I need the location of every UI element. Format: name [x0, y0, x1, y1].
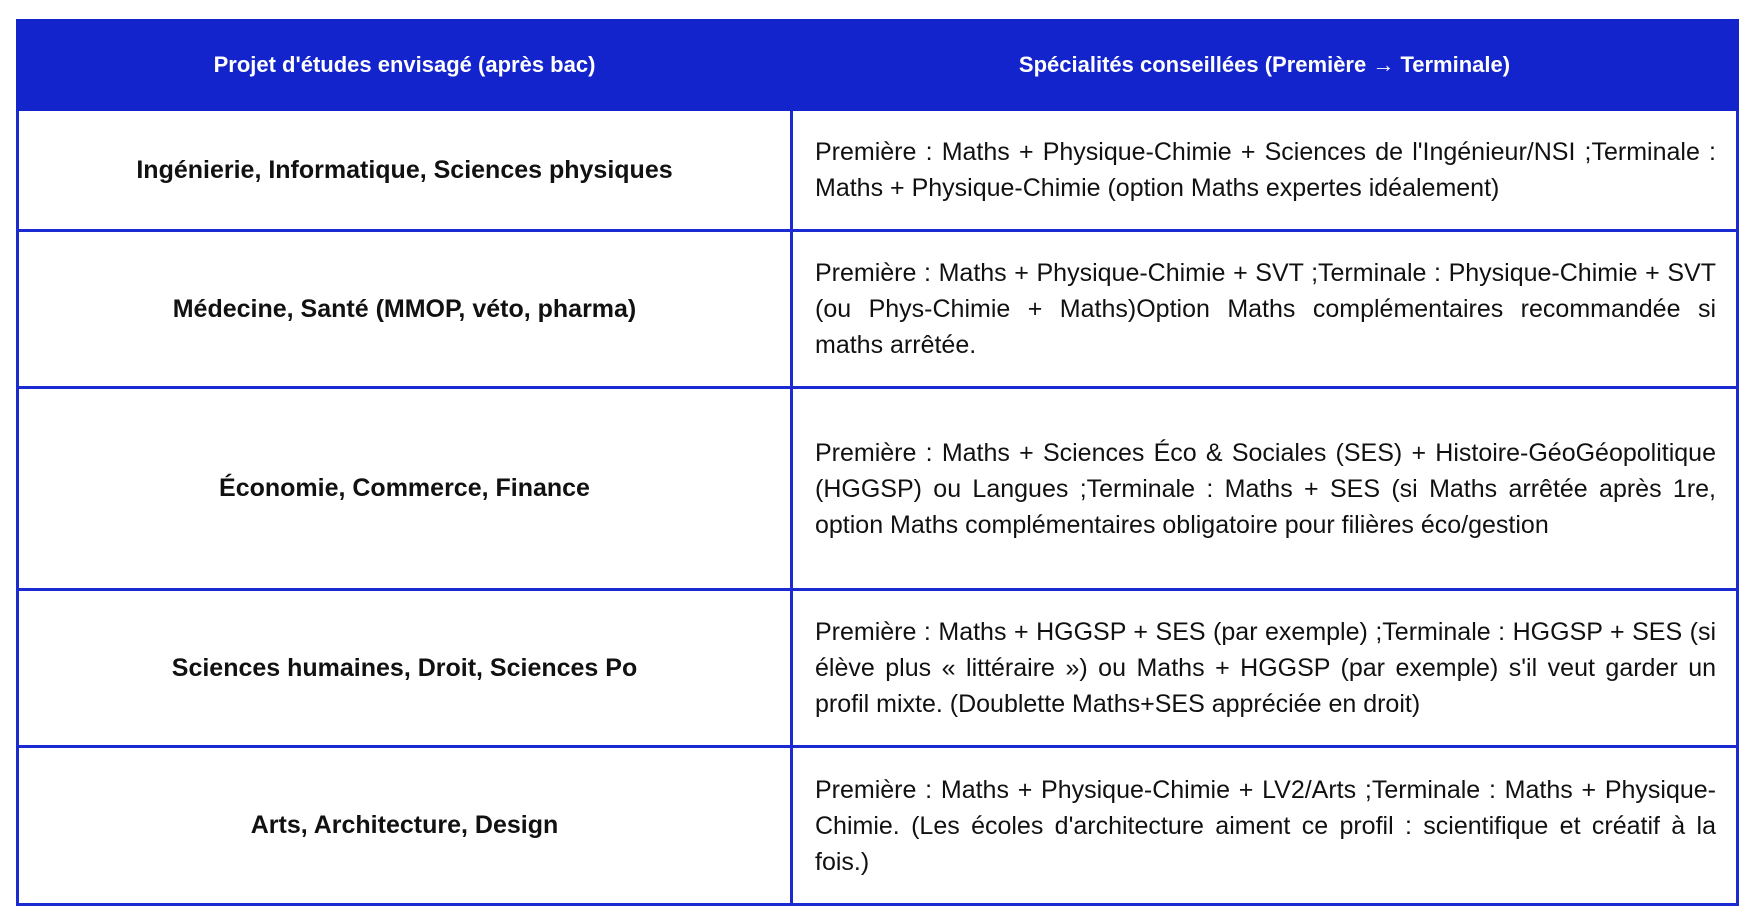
header-project: Projet d'études envisagé (après bac) [18, 21, 792, 110]
table-row [18, 388, 1738, 590]
project-cell: Ingénierie, Informatique, Sciences physiques [18, 110, 792, 231]
project-cell: Sciences humaines, Droit, Sciences Po [18, 590, 792, 747]
project-cell: Arts, Architecture, Design [18, 747, 792, 905]
specialties-cell: Première : Maths + HGGSP + SES (par exemple) ;Terminale : HGGSP + SES (si élève plus « littéraire ») ou Maths + HGGSP (par exemple) s'il veut garder un profil mixte. (Doublette Maths+SES appréciée en droit) [792, 590, 1738, 747]
header-specialties: Spécialités conseillées (Première → Terminale) [792, 21, 1738, 110]
orientation-table [16, 19, 1739, 906]
header-row [18, 21, 1738, 110]
project-cell: Économie, Commerce, Finance [18, 388, 792, 590]
table-row [18, 747, 1738, 905]
table-row [18, 110, 1738, 231]
specialties-cell: Première : Maths + Sciences Éco & Sociales (SES) + Histoire-GéoGéopolitique (HGGSP) ou Langues ;Terminale : Maths + SES (si Maths arrêtée après 1re, option Maths complémentaires obligatoire pour filières éco/gestion [792, 388, 1738, 590]
specialties-cell: Première : Maths + Physique-Chimie + LV2/Arts ;Terminale : Maths + Physique-Chimie. (Les écoles d'architecture aiment ce profil : scientifique et créatif à la fois.) [792, 747, 1738, 905]
table-row [18, 231, 1738, 388]
specialties-cell: Première : Maths + Physique-Chimie + Sciences de l'Ingénieur/NSI ;Terminale : Maths + Physique-Chimie (option Maths expertes idéalement) [792, 110, 1738, 231]
specialties-cell: Première : Maths + Physique-Chimie + SVT ;Terminale : Physique-Chimie + SVT (ou Phys-Chimie + Maths)Option Maths complémentaires recommandée si maths arrêtée. [792, 231, 1738, 388]
project-cell: Médecine, Santé (MMOP, véto, pharma) [18, 231, 792, 388]
table-row [18, 590, 1738, 747]
